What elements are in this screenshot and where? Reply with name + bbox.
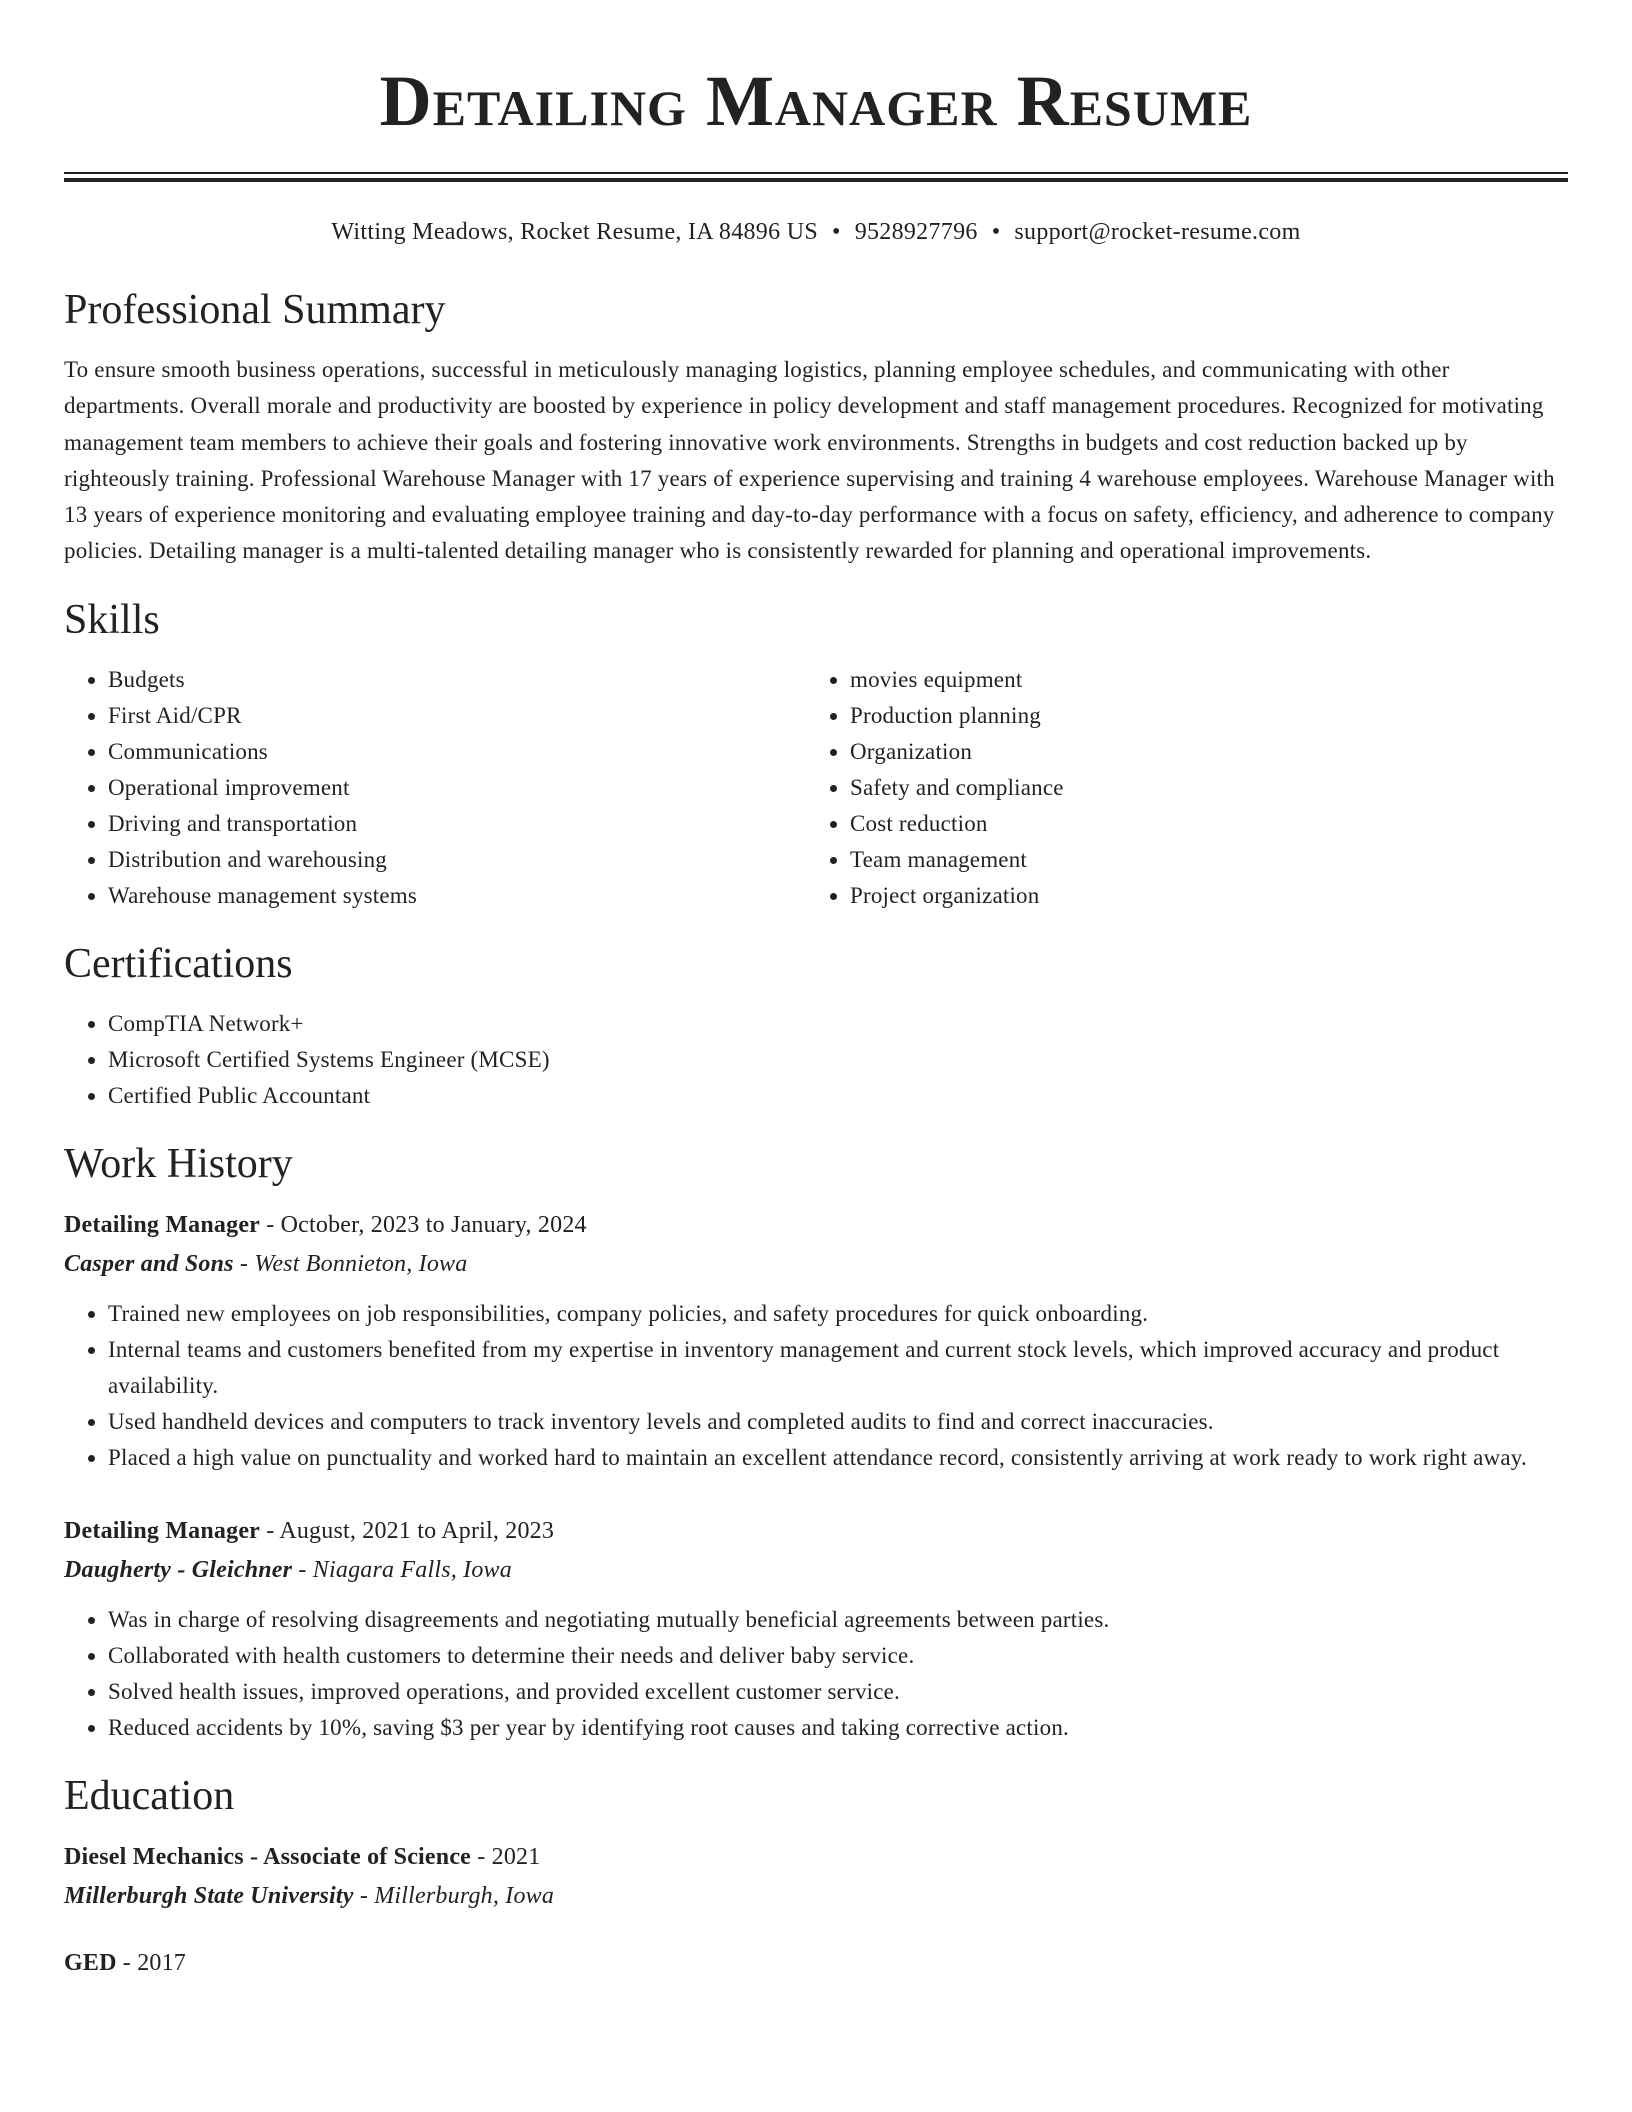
job-bullet: • Used handheld devices and computers to track inventory levels and completed audits to find and correct inaccuracies. (108, 1404, 1568, 1440)
job-dates: August, 2021 to April, 2023 (279, 1517, 555, 1544)
job-bullets (64, 1296, 1568, 1476)
skill-item: • Warehouse management systems (108, 878, 806, 914)
skills-column-left (64, 662, 806, 914)
education-school-line (64, 1876, 1568, 1916)
skills-list-left (64, 662, 806, 914)
skill-item: • Organization (850, 734, 1548, 770)
certifications-heading: Certifications (64, 940, 293, 987)
job-entry (64, 1206, 1568, 1476)
skill-item: • Driving and transportation (108, 806, 806, 842)
contact-address: Witting Meadows, Rocket Resume, IA 84896 US (331, 219, 818, 245)
dash: - (116, 1949, 138, 1976)
job-bullet: • Trained new employees on job responsibilities, company policies, and safety procedures for quick onboarding. (108, 1296, 1568, 1332)
job-bullet: • Collaborated with health customers to determine their needs and deliver baby service. (108, 1638, 1568, 1674)
skill-item: • Communications (108, 734, 806, 770)
job-bullet: • Was in charge of resolving disagreements and negotiating mutually beneficial agreements between parties. (108, 1602, 1568, 1638)
job-location: West Bonnieton, Iowa (254, 1250, 468, 1277)
education-year: 2017 (137, 1949, 187, 1976)
dash: - (292, 1556, 313, 1583)
dash: - (471, 1843, 492, 1870)
education-degree-line (64, 1838, 1568, 1876)
job-title-line (64, 1206, 1568, 1244)
skills-heading: Skills (64, 596, 160, 643)
certifications-list (64, 1006, 1568, 1114)
skill-item: • Production planning (850, 698, 1548, 734)
education-heading: Education (64, 1772, 235, 1819)
job-location: Niagara Falls, Iowa (312, 1556, 512, 1583)
skill-item: • Project organization (850, 878, 1548, 914)
dash: - (353, 1882, 375, 1909)
job-bullets (64, 1602, 1568, 1746)
skill-item: • Budgets (108, 662, 806, 698)
certification-item: • CompTIA Network+ (108, 1006, 1568, 1042)
contact-phone: 9528927796 (854, 219, 978, 245)
skill-item: • Team management (850, 842, 1548, 878)
skill-item: • Cost reduction (850, 806, 1548, 842)
dash: - (260, 1517, 280, 1544)
job-bullet: • Reduced accidents by 10%, saving $3 per year by identifying root causes and taking corrective action. (108, 1710, 1568, 1746)
dash: - (260, 1211, 281, 1238)
job-company: Daugherty - Gleichner (64, 1556, 293, 1583)
job-bullet: • Internal teams and customers benefited from my expertise in inventory management and current stock levels, which improved accuracy and product availability. (108, 1332, 1568, 1404)
job-title: Detailing Manager (64, 1211, 261, 1238)
job-title: Detailing Manager (64, 1517, 261, 1544)
contact-separator: • (831, 219, 841, 245)
job-company: Casper and Sons (64, 1250, 234, 1277)
education-school: Millerburgh State University (64, 1882, 354, 1909)
education-location: Millerburgh, Iowa (374, 1882, 555, 1909)
summary-heading: Professional Summary (64, 287, 446, 333)
skill-item: • Distribution and warehousing (108, 842, 806, 878)
education-degree: GED (64, 1949, 117, 1976)
skills-list-right (806, 662, 1548, 914)
education-degree-line (64, 1944, 1568, 1982)
education-degree: Diesel Mechanics - Associate of Science (64, 1843, 472, 1870)
work-history-heading: Work History (64, 1140, 293, 1187)
skills-grid (64, 662, 1568, 914)
job-bullet: • Solved health issues, improved operations, and provided excellent customer service. (108, 1674, 1568, 1710)
job-dates: October, 2023 to January, 2024 (280, 1211, 587, 1238)
skill-item: • Safety and compliance (850, 770, 1548, 806)
education-entry (64, 1838, 1568, 1916)
skill-item: • Operational improvement (108, 770, 806, 806)
education-year: 2021 (491, 1843, 541, 1870)
skill-item: • First Aid/CPR (108, 698, 806, 734)
resume-title: Detailing Manager Resume (379, 61, 1253, 141)
title-double-rule (64, 172, 1568, 182)
job-company-line (64, 1244, 1568, 1284)
contact-separator: • (991, 219, 1001, 245)
certification-item: • Microsoft Certified Systems Engineer (MCSE) (108, 1042, 1568, 1078)
education-entry (64, 1944, 1568, 1982)
contact-line (64, 216, 1568, 248)
skill-item: • movies equipment (850, 662, 1548, 698)
job-entry (64, 1512, 1568, 1746)
job-title-line (64, 1512, 1568, 1550)
dash: - (233, 1250, 255, 1277)
skills-column-right (806, 662, 1548, 914)
certification-item: • Certified Public Accountant (108, 1078, 1568, 1114)
summary-text: To ensure smooth business operations, successful in meticulously managing logistics, planning employee schedules, and communicating with other departments. Overall morale and productivity are boosted by experience in policy development and staff management procedures. Recognized for motivating management team members to achieve their goals and fostering innovative work environments. Strengths in budgets and cost reduction backed up by righteously training. Professional Warehouse Manager with 17 years of experience supervising and training 4 warehouse employees. Warehouse Manager with 13 years of experience monitoring and evaluating employee training and day-to-day performance with a focus on safety, efficiency, and adherence to company policies. Detailing manager is a multi-talented detailing manager who is consistently rewarded for planning and operational improvements. (64, 357, 1555, 564)
job-company-line (64, 1550, 1568, 1590)
job-bullet: • Placed a high value on punctuality and worked hard to maintain an excellent attendance record, consistently arriving at work ready to work right away. (108, 1440, 1568, 1476)
contact-email: support@rocket-resume.com (1014, 219, 1301, 245)
